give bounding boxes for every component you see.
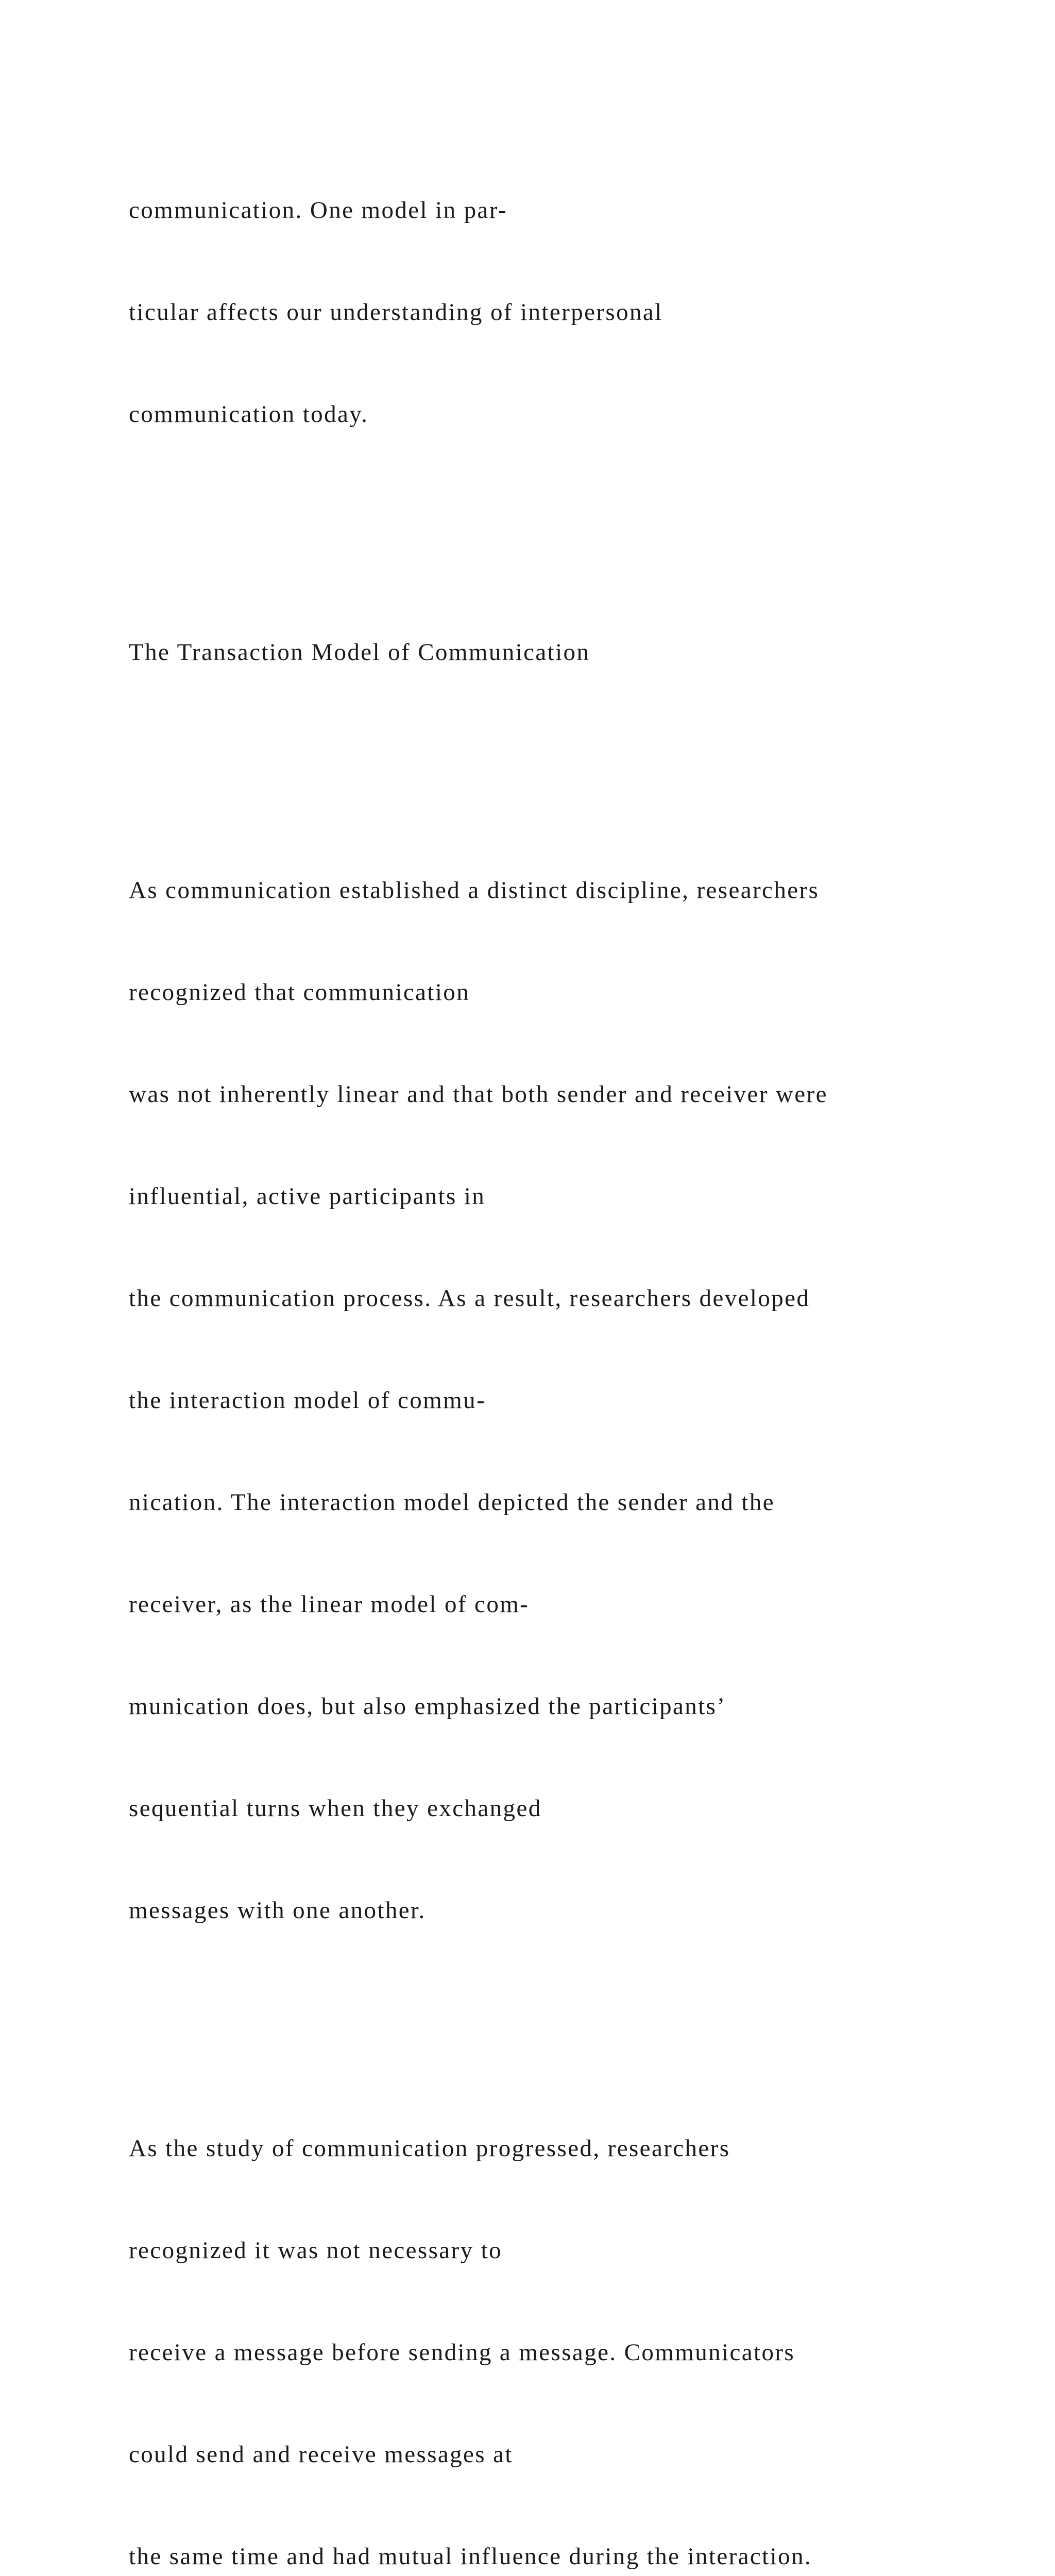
text-line: messages with one another. (129, 1897, 426, 1924)
blank-line (129, 737, 1046, 771)
text-line: As communication established a distinct discipline, researchers (129, 877, 820, 904)
text-line: recognized that communication (129, 979, 470, 1006)
text-line: receiver, as the linear model of com- (129, 1591, 530, 1618)
text-line: the communication process. As a result, researchers developed (129, 1285, 810, 1312)
text-line: ticular affects our understanding of interpersonal (129, 299, 663, 326)
text-line: recognized it was not necessary to (129, 2237, 503, 2264)
text-line: munication does, but also emphasized the participants’ (129, 1693, 726, 1720)
text-line: influential, active participants in (129, 1183, 486, 1210)
text-line: was not inherently linear and that both sender and receiver were (129, 1081, 828, 1108)
text-line: the same time and had mutual influence during the interaction. (129, 2543, 812, 2570)
section-heading: The Transaction Model of Communication (129, 639, 590, 666)
document-body (129, 125, 1046, 2576)
text-line: receive a message before sending a message. Communicators (129, 2339, 795, 2366)
blank-line (129, 1995, 1046, 2029)
blank-line (129, 499, 1046, 533)
text-line: communication today. (129, 401, 369, 428)
text-line: could send and receive messages at (129, 2441, 513, 2468)
text-line: sequential turns when they exchanged (129, 1795, 542, 1822)
text-line: nication. The interaction model depicted the sender and the (129, 1489, 775, 1516)
text-line: the interaction model of commu- (129, 1387, 486, 1414)
text-line: communication. One model in par- (129, 197, 507, 224)
text-line: As the study of communication progressed, researchers (129, 2135, 730, 2162)
